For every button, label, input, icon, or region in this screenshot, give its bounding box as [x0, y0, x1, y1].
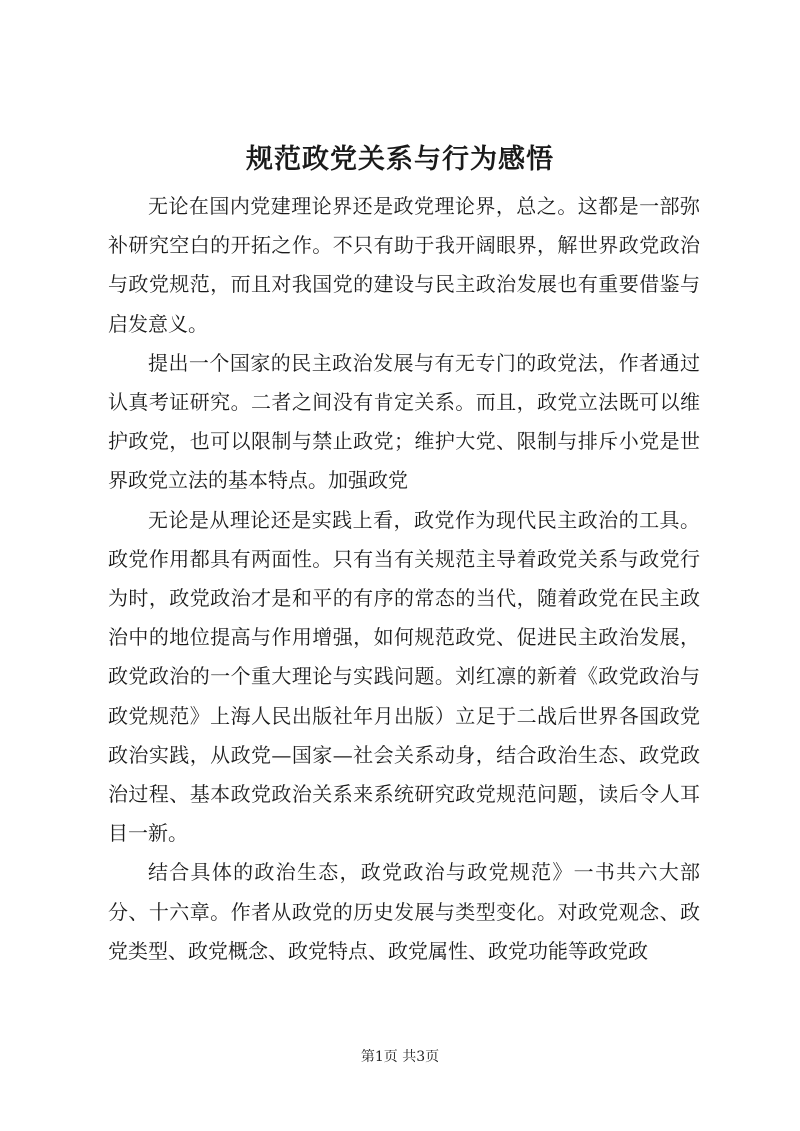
- document-body: [108, 187, 700, 971]
- paragraph-4: 结合具体的政治生态，政党政治与政党规范》一书共六大部分、十六章。作者从政党的历史发展与类型变化。对政党观念、政党类型、政党概念、政党特点、政党属性、政党功能等政党政: [108, 860, 700, 963]
- paragraph-1: 无论在国内党建理论界还是政党理论界，总之。这都是一部弥补研究空白的开拓之作。不只有助于我开阔眼界，解世界政党政治与政党规范，而且对我国党的建设与民主政治发展也有重要借鉴与启发意义。: [108, 194, 700, 336]
- page-number-footer: 第1页 共3页: [360, 1049, 440, 1065]
- paragraph-2: 提出一个国家的民主政治发展与有无专门的政党法，作者通过认真考证研究。二者之间没有肯定关系。而且，政党立法既可以维护政党，也可以限制与禁止政党；维护大党、限制与排斥小党是世界政党立法的基本特点。加强政党: [108, 350, 700, 493]
- document-title: 规范政党关系与行为感悟: [246, 144, 554, 175]
- paragraph-3: 无论是从理论还是实践上看，政党作为现代民主政治的工具。政党作用都具有两面性。只有当有关规范主导着政党关系与政党行为时，政党政治才是和平的有序的常态的当代，随着政党在民主政治中的地位提高与作用增强，如何规范政党、促进民主政治发展，政党政治的一个重大理论与实践问题。刘红凛的新着《政党政治与政党规范》上海人民出版社年月出版）立足于二战后世界各国政党政治实践，从政党—国家—社会关系动身，结合政治生态、政党政治过程、基本政党政治关系来系统研究政党规范问题，读后令人耳目一新。: [108, 507, 700, 846]
